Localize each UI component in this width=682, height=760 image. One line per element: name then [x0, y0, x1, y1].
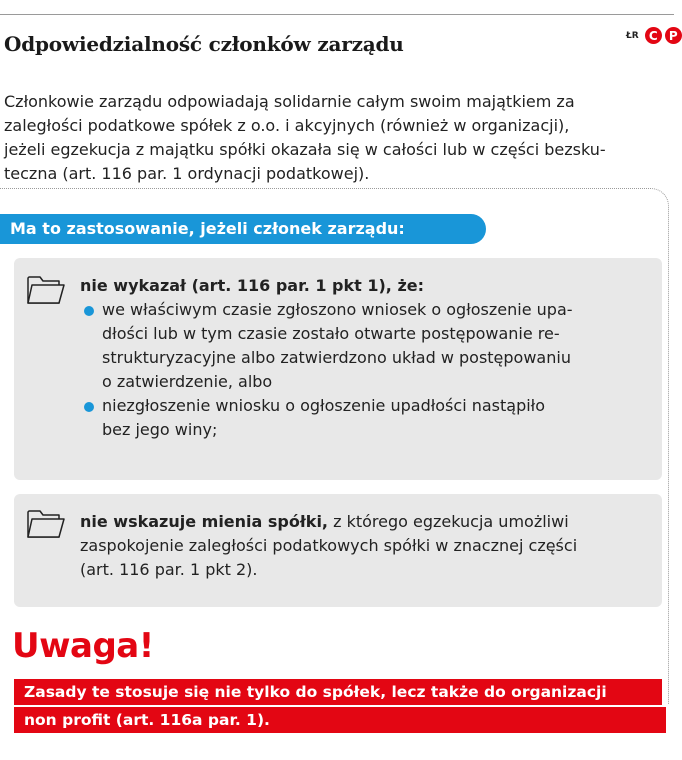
card-2-line: (art. 116 par. 1 pkt 2). — [80, 560, 258, 579]
logo-p-badge: P — [665, 27, 682, 44]
author-initials: ŁR — [626, 30, 639, 41]
list-item — [102, 298, 573, 394]
publisher-logo — [626, 27, 682, 44]
warning-line-1: Zasady te stosuje się nie tylko do spółek, lecz także do organizacji — [14, 679, 662, 705]
bullet-dot-icon — [84, 402, 94, 412]
card-2-line: zaspokojenie zaległości podatkowych spółki w znacznej części — [80, 536, 578, 555]
card-2-heading-line — [80, 510, 577, 534]
card-2-heading-rest: z którego egzekucja umożliwi — [328, 512, 569, 531]
intro-line: teczna (art. 116 par. 1 ordynacji podatkowej). — [4, 164, 370, 183]
page-title: Odpowiedzialność członków zarządu — [4, 32, 404, 56]
condition-card-1 — [14, 258, 662, 480]
intro-paragraph — [4, 90, 672, 186]
card-1-heading: nie wykazał (art. 116 par. 1 pkt 1), że: — [80, 276, 425, 295]
card-2-heading: nie wskazuje mienia spółki, — [80, 512, 329, 531]
intro-line: zaległości podatkowe spółek z o.o. i akcyjnych (również w organizacji), — [4, 116, 570, 135]
card-2-body — [80, 510, 577, 582]
intro-line: Członkowie zarządu odpowiadają solidarnie całym swoim majątkiem za — [4, 92, 575, 111]
list-item-line: o zatwierdzenie, albo — [102, 372, 273, 391]
list-item-line: niezgłoszenie wniosku o ogłoszenie upadłości nastąpiło — [102, 396, 546, 415]
list-item-line: bez jego winy; — [102, 420, 218, 439]
warning-line-2: non profit (art. 116a par. 1). — [14, 707, 666, 733]
warning-title: Uwaga! — [12, 626, 154, 666]
list-item-line: dłości lub w tym czasie zostało otwarte postępowanie re- — [102, 324, 560, 343]
list-item — [102, 394, 573, 442]
intro-line: jeżeli egzekucja z majątku spółki okazała się w całości lub w części bezsku- — [4, 140, 606, 159]
condition-card-2 — [14, 494, 662, 607]
list-item-line: strukturyzacyjne albo zatwierdzono układ w postępowaniu — [102, 348, 571, 367]
section-heading-pill: Ma to zastosowanie, jeżeli członek zarządu: — [0, 214, 486, 244]
card-1-body — [80, 274, 573, 442]
list-item-line: we właściwym czasie zgłoszono wniosek o ogłoszenie upa- — [102, 300, 573, 319]
top-divider — [0, 14, 674, 15]
logo-c-badge: C — [645, 27, 662, 44]
bullet-dot-icon — [84, 306, 94, 316]
folder-icon — [26, 506, 66, 540]
folder-icon — [26, 272, 66, 306]
